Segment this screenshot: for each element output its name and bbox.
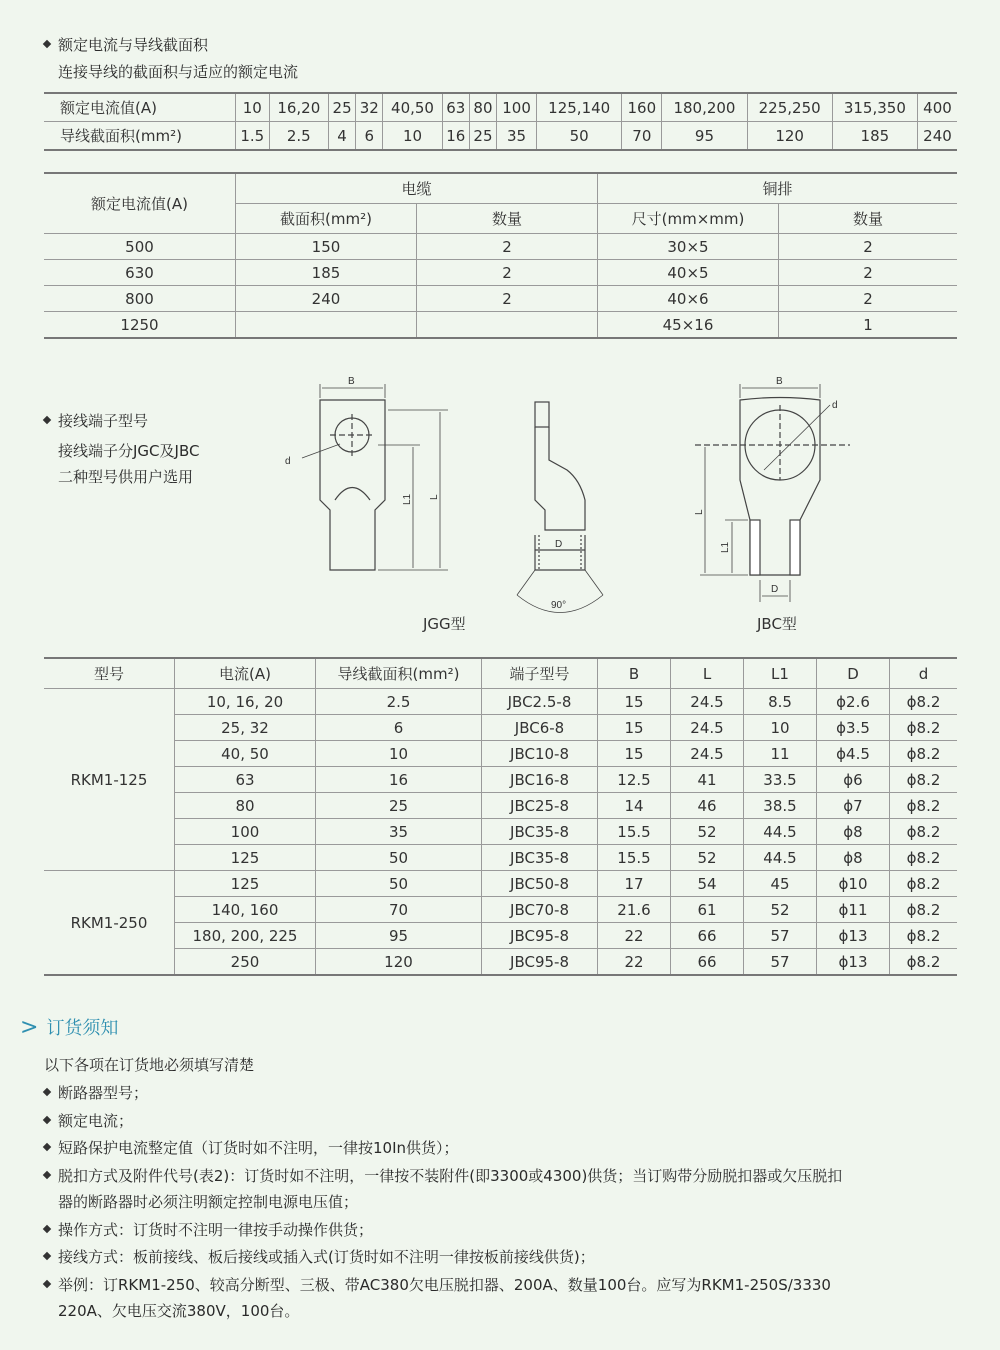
order-item-cont: 220A、欠电压交流380V，100台。 [58, 1302, 300, 1320]
order-item: 脱扣方式及附件代号(表2)：订货时如不注明，一律按不装附件(即3300或4300)供货；当订购带分励脱扣器或欠压脱扣 [44, 1165, 842, 1187]
table-cell: 15 [598, 741, 671, 767]
col-current: 额定电流值(A) [44, 173, 236, 234]
dim-d: d [832, 400, 838, 411]
table-cell: 40×5 [598, 260, 779, 286]
table-cell: ϕ11 [817, 897, 890, 923]
table-cell: ϕ2.6 [817, 689, 890, 715]
table-cell: 125 [175, 845, 316, 871]
table-cell: ϕ8.2 [890, 923, 958, 949]
bullet-icon [43, 1251, 51, 1259]
table-cell: 80 [469, 93, 496, 122]
order-item: 短路保护电流整定值（订货时如不注明，一律按10In供货）； [44, 1137, 459, 1159]
table-cell: 16 [442, 122, 469, 151]
sub-qty: 数量 [779, 204, 958, 234]
table-cell: 50 [316, 871, 482, 897]
table-cell: ϕ8.2 [890, 741, 958, 767]
table-cell: 16 [316, 767, 482, 793]
table-cell: 57 [744, 923, 817, 949]
table-cell: ϕ8.2 [890, 793, 958, 819]
table-cell: 125 [175, 871, 316, 897]
table-cell: 44.5 [744, 819, 817, 845]
table-cell: ϕ8.2 [890, 715, 958, 741]
table-cell: 24.5 [671, 715, 744, 741]
table-cell: 45×16 [598, 312, 779, 339]
table-cell: 2 [417, 286, 598, 312]
header-cell: 电流(A) [175, 658, 316, 689]
table-cell: JBC95-8 [482, 923, 598, 949]
table-cell: 25, 32 [175, 715, 316, 741]
row-label: 额定电流值(A) [44, 93, 236, 122]
bullet-icon [43, 39, 51, 47]
table-row [44, 312, 957, 339]
table-cell: 160 [622, 93, 662, 122]
table-row [44, 845, 957, 871]
table-cell: 24.5 [671, 689, 744, 715]
table-cell: 2 [417, 234, 598, 260]
dim-B: B [348, 376, 355, 387]
terminal-line2: 二种型号供用户选用 [58, 468, 194, 486]
bullet-icon [43, 1224, 51, 1232]
table-cell: 66 [671, 923, 744, 949]
table-cell: 185 [832, 122, 917, 151]
table-cell: 240 [917, 122, 957, 151]
table-cell: ϕ10 [817, 871, 890, 897]
dim-d: d [285, 456, 291, 467]
table-cell: 12.5 [598, 767, 671, 793]
table-cell: 100 [497, 93, 537, 122]
table-cell: 40×6 [598, 286, 779, 312]
table-cell: 35 [316, 819, 482, 845]
table-cell: ϕ8 [817, 845, 890, 871]
order-item: 操作方式：订货时不注明一律按手动操作供货； [44, 1219, 373, 1241]
table-cell: 66 [671, 949, 744, 976]
table-row [44, 923, 957, 949]
table-cell: 63 [442, 93, 469, 122]
table-cell: JBC35-8 [482, 845, 598, 871]
table-cell: 14 [598, 793, 671, 819]
table-row [44, 793, 957, 819]
table-cell: 120 [747, 122, 832, 151]
table-cell: JBC2.5-8 [482, 689, 598, 715]
table-cell: 52 [671, 819, 744, 845]
table-cell: 10 [383, 122, 442, 151]
table-cell: 2 [417, 260, 598, 286]
table-cell: 54 [671, 871, 744, 897]
caption-jbc: JBC型 [757, 615, 797, 633]
table-cell: ϕ6 [817, 767, 890, 793]
table-cell: 70 [316, 897, 482, 923]
header-cell: 端子型号 [482, 658, 598, 689]
intro-heading: 额定电流与导线截面积 [44, 34, 208, 56]
table-cell: 33.5 [744, 767, 817, 793]
table-cell: 500 [44, 234, 236, 260]
table-cell: 400 [917, 93, 957, 122]
table-cell: 250 [175, 949, 316, 976]
bullet-icon [43, 1115, 51, 1123]
table-cell: 6 [356, 122, 383, 151]
table-cell [236, 312, 417, 339]
table-cell: 125,140 [537, 93, 622, 122]
table-cell: 8.5 [744, 689, 817, 715]
header-cell: L [671, 658, 744, 689]
cable-copper-table [44, 172, 957, 339]
row-label: 导线截面积(mm²) [44, 122, 236, 151]
dim-L1: L1 [402, 493, 413, 505]
table-cell: 10 [744, 715, 817, 741]
sub-area: 截面积(mm²) [236, 204, 417, 234]
table-cell: 1250 [44, 312, 236, 339]
table-cell: 10 [316, 741, 482, 767]
table-cell: JBC16-8 [482, 767, 598, 793]
table-cell: 225,250 [747, 93, 832, 122]
terminal-line1: 接线端子分JGC及JBC [58, 442, 200, 460]
caption-jgg: JGG型 [423, 615, 466, 633]
jgg-terminal-drawing [270, 370, 470, 605]
table-cell: 57 [744, 949, 817, 976]
terminal-spec-table [44, 657, 957, 976]
table-cell: JBC50-8 [482, 871, 598, 897]
order-item: 举例：订RKM1-250、较高分断型、三极、带AC380欠电压脱扣器、200A、数量100台。应写为RKM1-250S/3330 [44, 1274, 831, 1296]
header-cell: 型号 [44, 658, 175, 689]
header-cell: L1 [744, 658, 817, 689]
table-cell: 1 [779, 312, 958, 339]
table-cell: 50 [316, 845, 482, 871]
table-cell: ϕ8.2 [890, 871, 958, 897]
table-cell: 25 [316, 793, 482, 819]
table-cell: ϕ8.2 [890, 949, 958, 976]
table-cell: ϕ7 [817, 793, 890, 819]
sub-size: 尺寸(mm×mm) [598, 204, 779, 234]
dim-angle: 90° [551, 600, 567, 611]
dim-L1: L1 [720, 541, 731, 553]
table-cell: 22 [598, 923, 671, 949]
table-cell: 10, 16, 20 [175, 689, 316, 715]
table-cell: 44.5 [744, 845, 817, 871]
table-cell: ϕ8.2 [890, 767, 958, 793]
table-cell: 95 [662, 122, 747, 151]
table-cell: 24.5 [671, 741, 744, 767]
table-row [44, 93, 957, 122]
table-cell: 52 [744, 897, 817, 923]
table-cell: 61 [671, 897, 744, 923]
table-row [44, 949, 957, 976]
model-group: RKM1-250 [44, 871, 175, 976]
dim-D: D [555, 539, 563, 550]
table-row [44, 741, 957, 767]
sub-qty: 数量 [417, 204, 598, 234]
dim-D: D [771, 584, 779, 595]
table-cell: ϕ4.5 [817, 741, 890, 767]
dim-L: L [694, 509, 705, 515]
table-cell: 40, 50 [175, 741, 316, 767]
table-cell [417, 312, 598, 339]
table-cell: 80 [175, 793, 316, 819]
table-cell: 10 [236, 93, 270, 122]
table-cell: 40,50 [383, 93, 442, 122]
table-cell: 25 [469, 122, 496, 151]
table-cell: 15 [598, 689, 671, 715]
table-cell: JBC25-8 [482, 793, 598, 819]
chevron-right-icon: > [20, 1015, 39, 1040]
dim-L: L [429, 494, 440, 500]
table-header-row [44, 173, 957, 204]
table-cell: 63 [175, 767, 316, 793]
table-cell: 120 [316, 949, 482, 976]
group-cable: 电缆 [236, 173, 598, 204]
order-item-cont: 器的断路器时必须注明额定控制电源电压值； [58, 1193, 359, 1211]
table-header-row [44, 658, 957, 689]
table-cell: ϕ8.2 [890, 897, 958, 923]
table-cell: 16,20 [269, 93, 328, 122]
table-cell: 315,350 [832, 93, 917, 122]
table-cell: ϕ8.2 [890, 819, 958, 845]
table-row [44, 122, 957, 151]
table-cell: 180, 200, 225 [175, 923, 316, 949]
table-cell: ϕ8.2 [890, 689, 958, 715]
table-cell: 630 [44, 260, 236, 286]
table-cell: 150 [236, 234, 417, 260]
table-row [44, 715, 957, 741]
table-row [44, 689, 957, 715]
table-cell: 1.5 [236, 122, 270, 151]
table-cell: 2 [779, 286, 958, 312]
table-row [44, 819, 957, 845]
table-cell: ϕ8 [817, 819, 890, 845]
group-copper: 铜排 [598, 173, 958, 204]
terminal-side-drawing [505, 400, 615, 615]
header-cell: 导线截面积(mm²) [316, 658, 482, 689]
bullet-icon [43, 1087, 51, 1095]
header-cell: D [817, 658, 890, 689]
table-cell: 2 [779, 260, 958, 286]
table-row [44, 767, 957, 793]
table-cell: 100 [175, 819, 316, 845]
table-cell: 22 [598, 949, 671, 976]
order-item: 接线方式：板前接线、板后接线或插入式(订货时如不注明一律按板前接线供货)； [44, 1246, 595, 1268]
table-cell: 25 [329, 93, 356, 122]
table-cell: 46 [671, 793, 744, 819]
table-cell: 15 [598, 715, 671, 741]
table-cell: ϕ13 [817, 949, 890, 976]
table-cell: JBC70-8 [482, 897, 598, 923]
table-cell: 35 [497, 122, 537, 151]
table-cell: JBC35-8 [482, 819, 598, 845]
table-row [44, 234, 957, 260]
table-cell: 2.5 [316, 689, 482, 715]
table-cell: JBC6-8 [482, 715, 598, 741]
intro-subheading: 连接导线的截面积与适应的额定电流 [58, 63, 299, 81]
current-area-table [44, 92, 957, 151]
table-cell: 185 [236, 260, 417, 286]
jbc-terminal-drawing [690, 370, 860, 610]
table-cell: 4 [329, 122, 356, 151]
table-cell: 6 [316, 715, 482, 741]
table-cell: JBC95-8 [482, 949, 598, 976]
table-cell: 30×5 [598, 234, 779, 260]
table-row [44, 260, 957, 286]
table-row [44, 286, 957, 312]
table-cell: 32 [356, 93, 383, 122]
table-cell: 95 [316, 923, 482, 949]
table-cell: 50 [537, 122, 622, 151]
bullet-icon [43, 1142, 51, 1150]
table-cell: 70 [622, 122, 662, 151]
table-cell: 180,200 [662, 93, 747, 122]
table-cell: 11 [744, 741, 817, 767]
table-cell: JBC10-8 [482, 741, 598, 767]
order-item: 额定电流； [44, 1110, 133, 1132]
dim-B: B [776, 376, 783, 387]
table-cell: 45 [744, 871, 817, 897]
table-cell: ϕ13 [817, 923, 890, 949]
table-cell: ϕ3.5 [817, 715, 890, 741]
bullet-icon [43, 1170, 51, 1178]
model-group: RKM1-125 [44, 689, 175, 871]
table-cell: 240 [236, 286, 417, 312]
table-row [44, 897, 957, 923]
table-cell: 800 [44, 286, 236, 312]
order-section-title: > 订货须知 [20, 1015, 119, 1040]
order-item: 断路器型号； [44, 1082, 148, 1104]
table-cell: 52 [671, 845, 744, 871]
table-cell: 15.5 [598, 819, 671, 845]
header-cell: B [598, 658, 671, 689]
bullet-icon [43, 415, 51, 423]
terminal-heading: 接线端子型号 [44, 410, 148, 432]
table-cell: 17 [598, 871, 671, 897]
table-row [44, 871, 957, 897]
table-cell: 38.5 [744, 793, 817, 819]
table-cell: 140, 160 [175, 897, 316, 923]
bullet-icon [43, 1279, 51, 1287]
table-cell: 21.6 [598, 897, 671, 923]
table-cell: 41 [671, 767, 744, 793]
header-cell: d [890, 658, 958, 689]
table-cell: 2 [779, 234, 958, 260]
order-intro: 以下各项在订货地必须填写清楚 [44, 1056, 255, 1074]
table-cell: 2.5 [269, 122, 328, 151]
table-cell: 15.5 [598, 845, 671, 871]
table-cell: ϕ8.2 [890, 845, 958, 871]
